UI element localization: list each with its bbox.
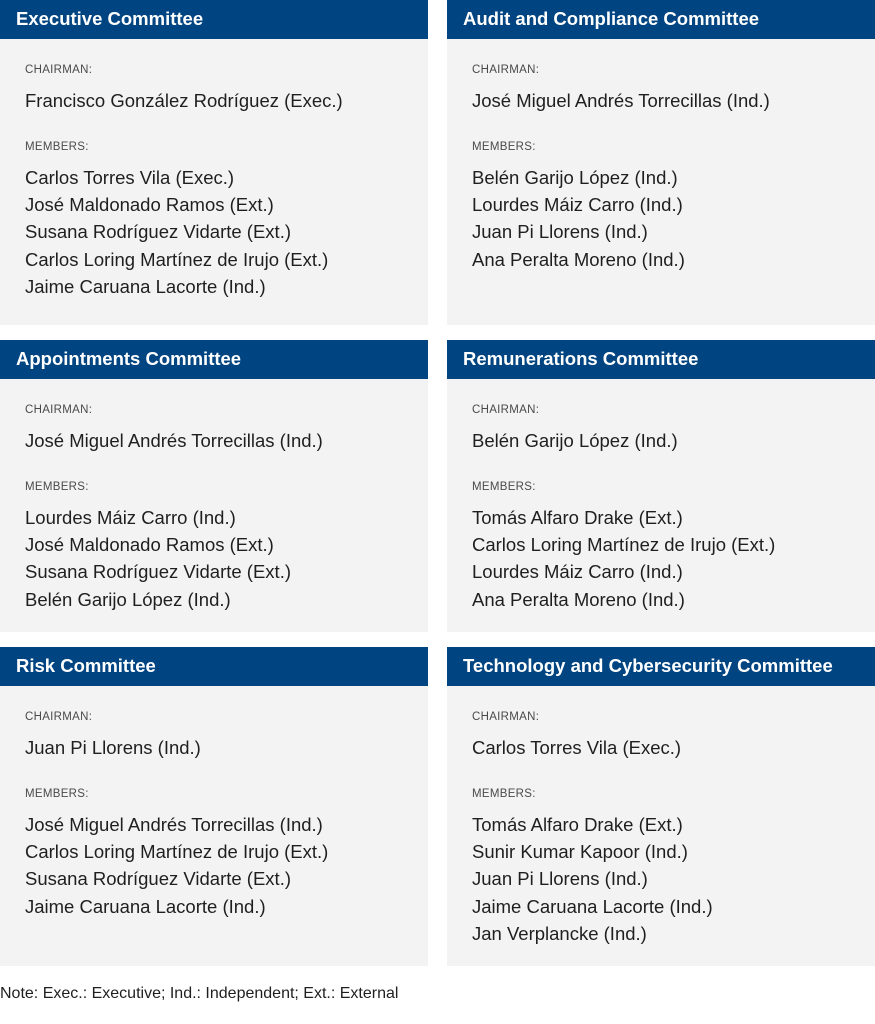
members-label: MEMBERS: (472, 788, 536, 800)
member-name: José Maldonado Ramos (Ext.) (25, 534, 274, 556)
chairman-label: CHAIRMAN: (472, 64, 540, 76)
member-name: Susana Rodríguez Vidarte (Ext.) (25, 221, 291, 243)
member-list (472, 164, 875, 273)
chairman-name: Juan Pi Llorens (Ind.) (25, 737, 201, 758)
member-name: José Maldonado Ramos (Ext.) (25, 194, 274, 216)
member-name: Carlos Torres Vila (Exec.) (25, 167, 235, 188)
member-name: Lourdes Máiz Carro (Ind.) (25, 507, 236, 528)
member-list (472, 811, 875, 947)
member-name: Ana Peralta Moreno (Ind.) (472, 588, 685, 610)
member-name: Sunir Kumar Kapoor (Ind.) (472, 841, 688, 863)
members-label: MEMBERS: (25, 481, 89, 493)
members-label: MEMBERS: (472, 481, 536, 493)
chairman-label: CHAIRMAN: (472, 404, 540, 416)
member-name: Carlos Loring Martínez de Irujo (Ext.) (25, 841, 329, 863)
member-name: Lourdes Máiz Carro (Ind.) (472, 194, 683, 216)
committee-title: Remunerations Committee (447, 340, 875, 379)
member-list (472, 504, 875, 613)
member-name: Juan Pi Llorens (Ind.) (472, 868, 648, 890)
chairman-name: José Miguel Andrés Torrecillas (Ind.) (25, 430, 323, 451)
chairman-label: CHAIRMAN: (25, 64, 93, 76)
member-name: Susana Rodríguez Vidarte (Ext.) (25, 868, 291, 890)
member-name: Lourdes Máiz Carro (Ind.) (472, 561, 683, 583)
members-label: MEMBERS: (25, 141, 89, 153)
member-name: Tomás Alfaro Drake (Ext.) (472, 814, 683, 835)
committee-title: Risk Committee (0, 647, 428, 686)
member-name: Juan Pi Llorens (Ind.) (472, 221, 648, 243)
member-name: Susana Rodríguez Vidarte (Ext.) (25, 561, 291, 583)
committee-title: Audit and Compliance Committee (447, 0, 875, 39)
chairman-label: CHAIRMAN: (472, 711, 540, 723)
executive-committee-card (0, 0, 428, 325)
member-name: Jaime Caruana Lacorte (Ind.) (472, 895, 713, 917)
technology-cybersecurity-committee-card (447, 647, 875, 966)
committee-title: Executive Committee (0, 0, 428, 39)
chairman-label: CHAIRMAN: (25, 404, 93, 416)
member-list (25, 811, 428, 920)
members-label: MEMBERS: (472, 141, 536, 153)
chairman-label: CHAIRMAN: (25, 711, 93, 723)
member-list (25, 504, 428, 613)
audit-compliance-committee-card (447, 0, 875, 325)
member-name: Belén Garijo López (Ind.) (472, 167, 678, 188)
chairman-name: Carlos Torres Vila (Exec.) (472, 737, 682, 758)
remunerations-committee-card (447, 340, 875, 632)
member-name: Jaime Caruana Lacorte (Ind.) (25, 895, 266, 917)
member-name: Carlos Loring Martínez de Irujo (Ext.) (25, 248, 329, 270)
member-name: Jaime Caruana Lacorte (Ind.) (25, 275, 266, 297)
committee-title: Appointments Committee (0, 340, 428, 379)
chairman-name: Francisco González Rodríguez (Exec.) (25, 90, 343, 111)
member-list (25, 164, 428, 300)
chairman-name: José Miguel Andrés Torrecillas (Ind.) (472, 90, 770, 111)
member-name: Ana Peralta Moreno (Ind.) (472, 248, 685, 270)
member-name: Tomás Alfaro Drake (Ext.) (472, 507, 683, 528)
appointments-committee-card (0, 340, 428, 632)
members-label: MEMBERS: (25, 788, 89, 800)
committee-title: Technology and Cybersecurity Committee (447, 647, 875, 686)
chairman-name: Belén Garijo López (Ind.) (472, 430, 678, 451)
footnote: Note: Exec.: Executive; Ind.: Independent; Ext.: External (0, 985, 399, 1002)
member-name: Carlos Loring Martínez de Irujo (Ext.) (472, 534, 776, 556)
risk-committee-card (0, 647, 428, 966)
member-name: Belén Garijo López (Ind.) (25, 588, 231, 610)
member-name: José Miguel Andrés Torrecillas (Ind.) (25, 814, 323, 835)
member-name: Jan Verplancke (Ind.) (472, 922, 647, 944)
